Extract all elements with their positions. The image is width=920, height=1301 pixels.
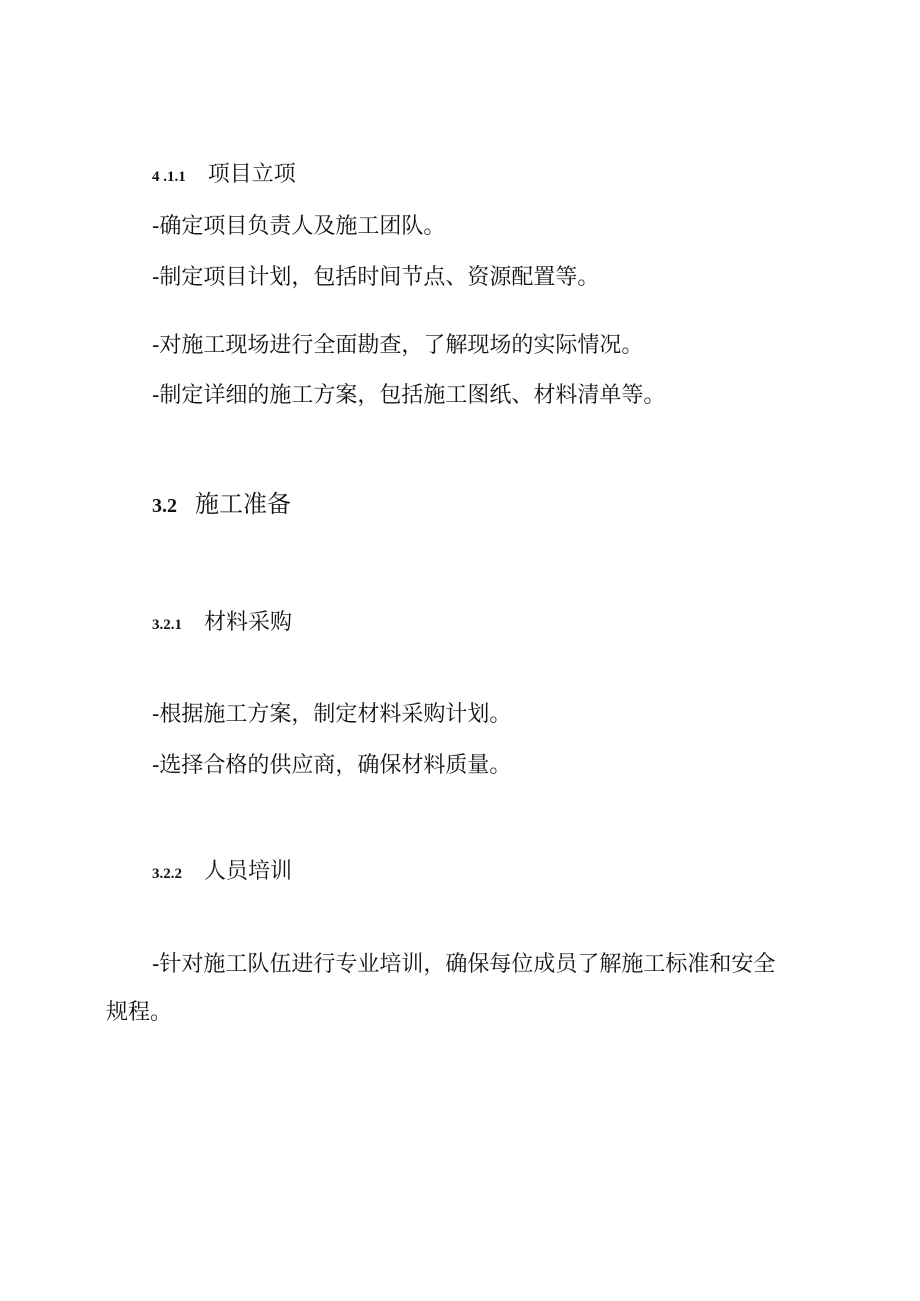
list-item: -选择合格的供应商，确保材料质量。 bbox=[152, 753, 512, 778]
section-number: 3.2.2 bbox=[152, 866, 182, 882]
section-title: 项目立项 bbox=[207, 162, 296, 187]
list-item: -制定详细的施工方案，包括施工图纸、材料清单等。 bbox=[152, 383, 666, 408]
section-heading-3-2 bbox=[152, 489, 291, 521]
section-heading-3-2-1 bbox=[152, 608, 292, 640]
list-item: -确定项目负责人及施工团队。 bbox=[152, 214, 446, 239]
section-number: 3.2.1 bbox=[152, 617, 182, 633]
section-heading-3-2-2 bbox=[152, 857, 292, 889]
section-title: 人员培训 bbox=[204, 859, 293, 884]
paragraph-line: 规程。 bbox=[106, 1000, 173, 1025]
list-item: -根据施工方案，制定材料采购计划。 bbox=[152, 702, 512, 727]
paragraph-line: -针对施工队伍进行专业培训，确保每位成员了解施工标准和安全 bbox=[152, 952, 776, 977]
list-item: -对施工现场进行全面勘查，了解现场的实际情况。 bbox=[152, 333, 644, 358]
section-number: 4 .1.1 bbox=[152, 169, 186, 185]
section-number: 3.2 bbox=[152, 495, 177, 517]
section-heading-4-1-1 bbox=[152, 160, 296, 192]
section-title: 施工准备 bbox=[195, 490, 291, 518]
section-title: 材料采购 bbox=[204, 610, 293, 635]
list-item: -制定项目计划，包括时间节点、资源配置等。 bbox=[152, 265, 600, 290]
